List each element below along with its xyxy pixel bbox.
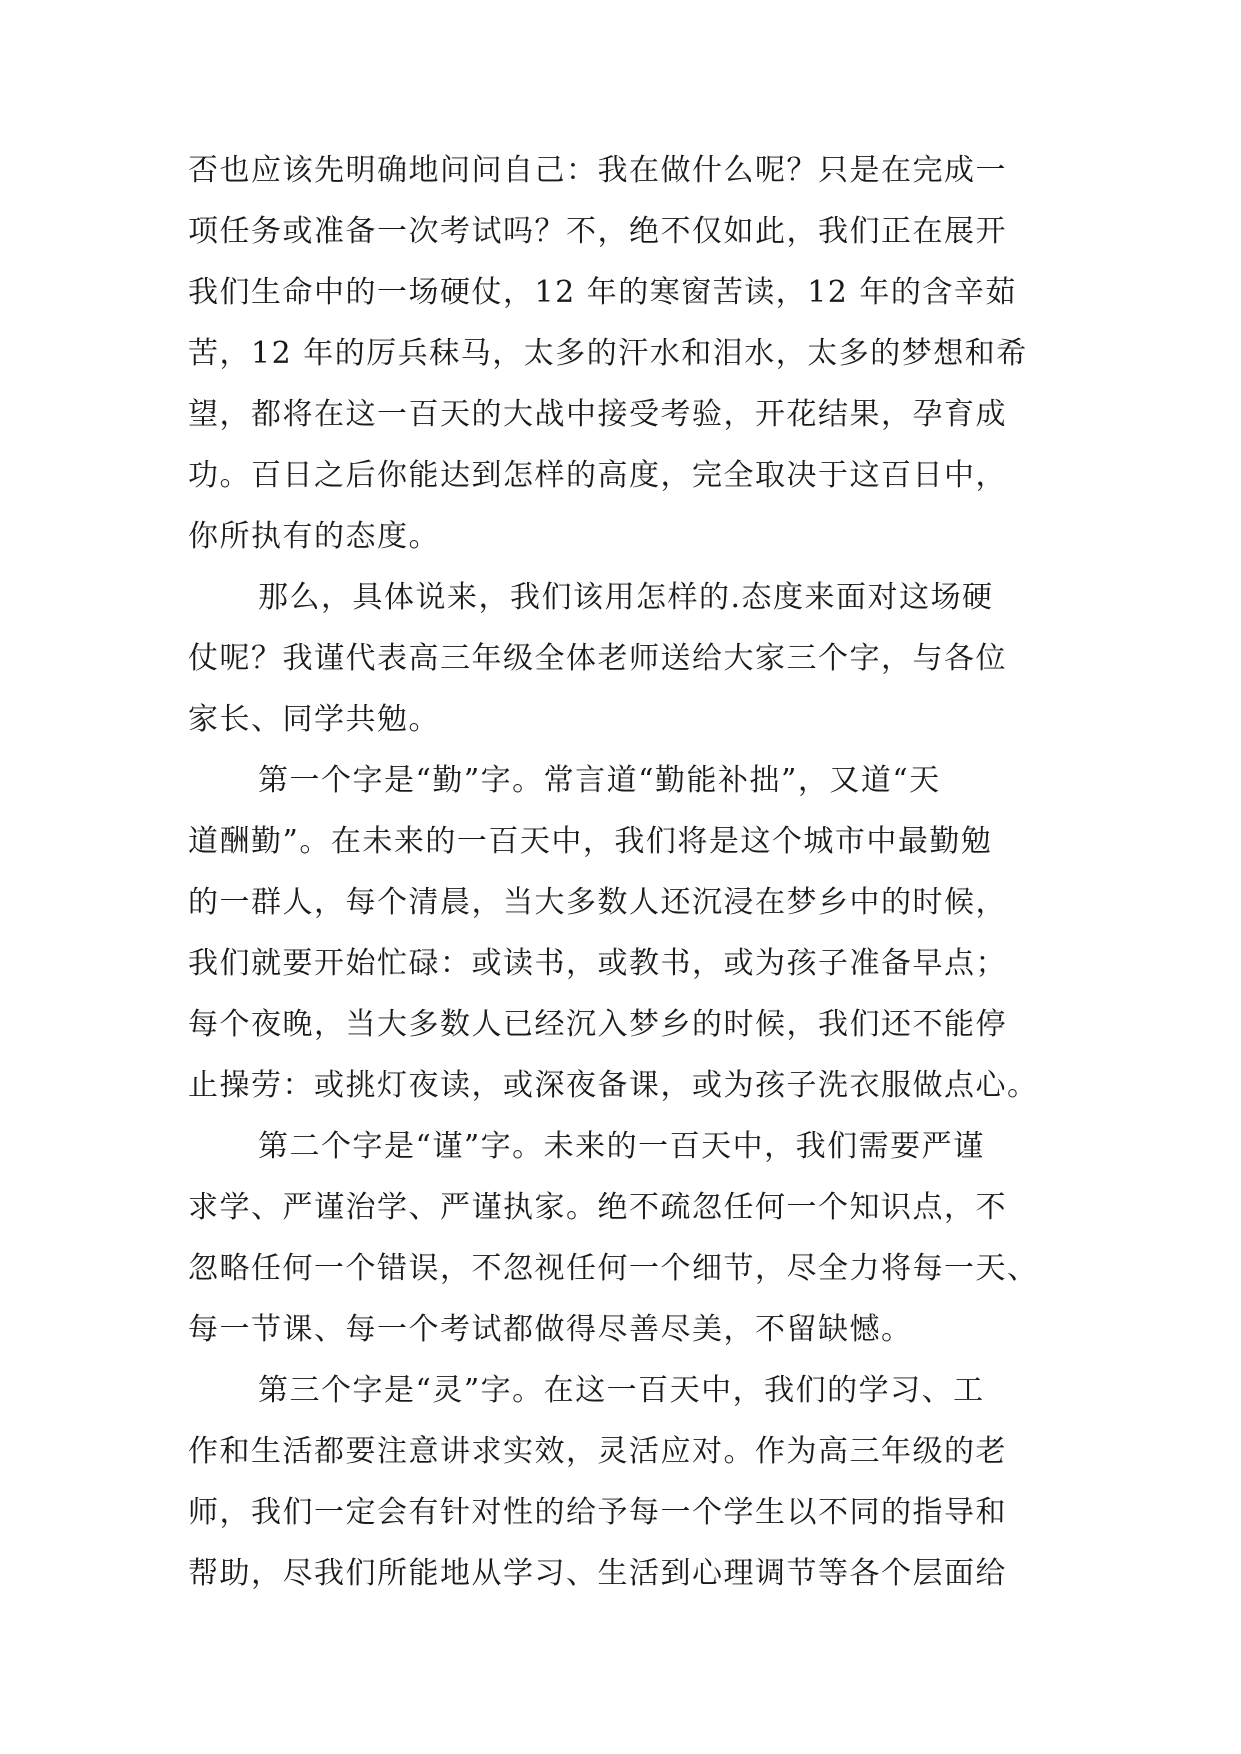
text-line: 第三个字是“灵”字。在这一百天中，我们的学习、工 (258, 1373, 985, 1408)
text-line: 项任务或准备一次考试吗？不，绝不仅如此，我们正在展开 (188, 214, 1007, 249)
text-line: 我们生命中的一场硬仗，12 年的寒窗苦读，12 年的含辛茹 (188, 275, 1017, 310)
text-line: 家长、同学共勉。 (188, 702, 440, 737)
text-line: 否也应该先明确地问问自己：我在做什么呢？只是在完成一 (188, 153, 1007, 188)
text-line: 你所执有的态度。 (188, 519, 440, 554)
text-line: 仗呢？我谨代表高三年级全体老师送给大家三个字，与各位 (188, 641, 1007, 676)
text-line: 功。百日之后你能达到怎样的高度，完全取决于这百日中， (188, 458, 1007, 493)
text-line: 那么，具体说来，我们该用怎样的.态度来面对这场硬 (258, 580, 994, 615)
text-line: 苦，12 年的厉兵秣马，太多的汗水和泪水，太多的梦想和希 (188, 336, 1028, 371)
text-line: 每个夜晚，当大多数人已经沉入梦乡的时候，我们还不能停 (188, 1007, 1007, 1042)
text-line: 道酬勤”。在未来的一百天中，我们将是这个城市中最勤勉 (188, 824, 993, 859)
text-line: 作和生活都要注意讲求实效，灵活应对。作为高三年级的老 (188, 1434, 1007, 1469)
text-line: 望，都将在这一百天的大战中接受考验，开花结果，孕育成 (188, 397, 1007, 432)
text-line: 第一个字是“勤”字。常言道“勤能补拙”，又道“天 (258, 763, 941, 798)
text-line: 第二个字是“谨”字。未来的一百天中，我们需要严谨 (258, 1129, 985, 1164)
text-line: 每一节课、每一个考试都做得尽善尽美，不留缺憾。 (188, 1312, 913, 1347)
text-line: 我们就要开始忙碌：或读书，或教书，或为孩子准备早点； (188, 946, 1007, 981)
body-text (188, 140, 1068, 1604)
text-line: 求学、严谨治学、严谨执家。绝不疏忽任何一个知识点，不 (188, 1190, 1007, 1225)
text-line: 师，我们一定会有针对性的给予每一个学生以不同的指导和 (188, 1495, 1007, 1530)
text-line: 止操劳：或挑灯夜读，或深夜备课，或为孩子洗衣服做点心。 (188, 1068, 1039, 1103)
text-line: 帮助，尽我们所能地从学习、生活到心理调节等各个层面给 (188, 1556, 1007, 1591)
text-line: 忽略任何一个错误，不忽视任何一个细节，尽全力将每一天、 (188, 1251, 1039, 1286)
text-line: 的一群人，每个清晨，当大多数人还沉浸在梦乡中的时候， (188, 885, 1007, 920)
